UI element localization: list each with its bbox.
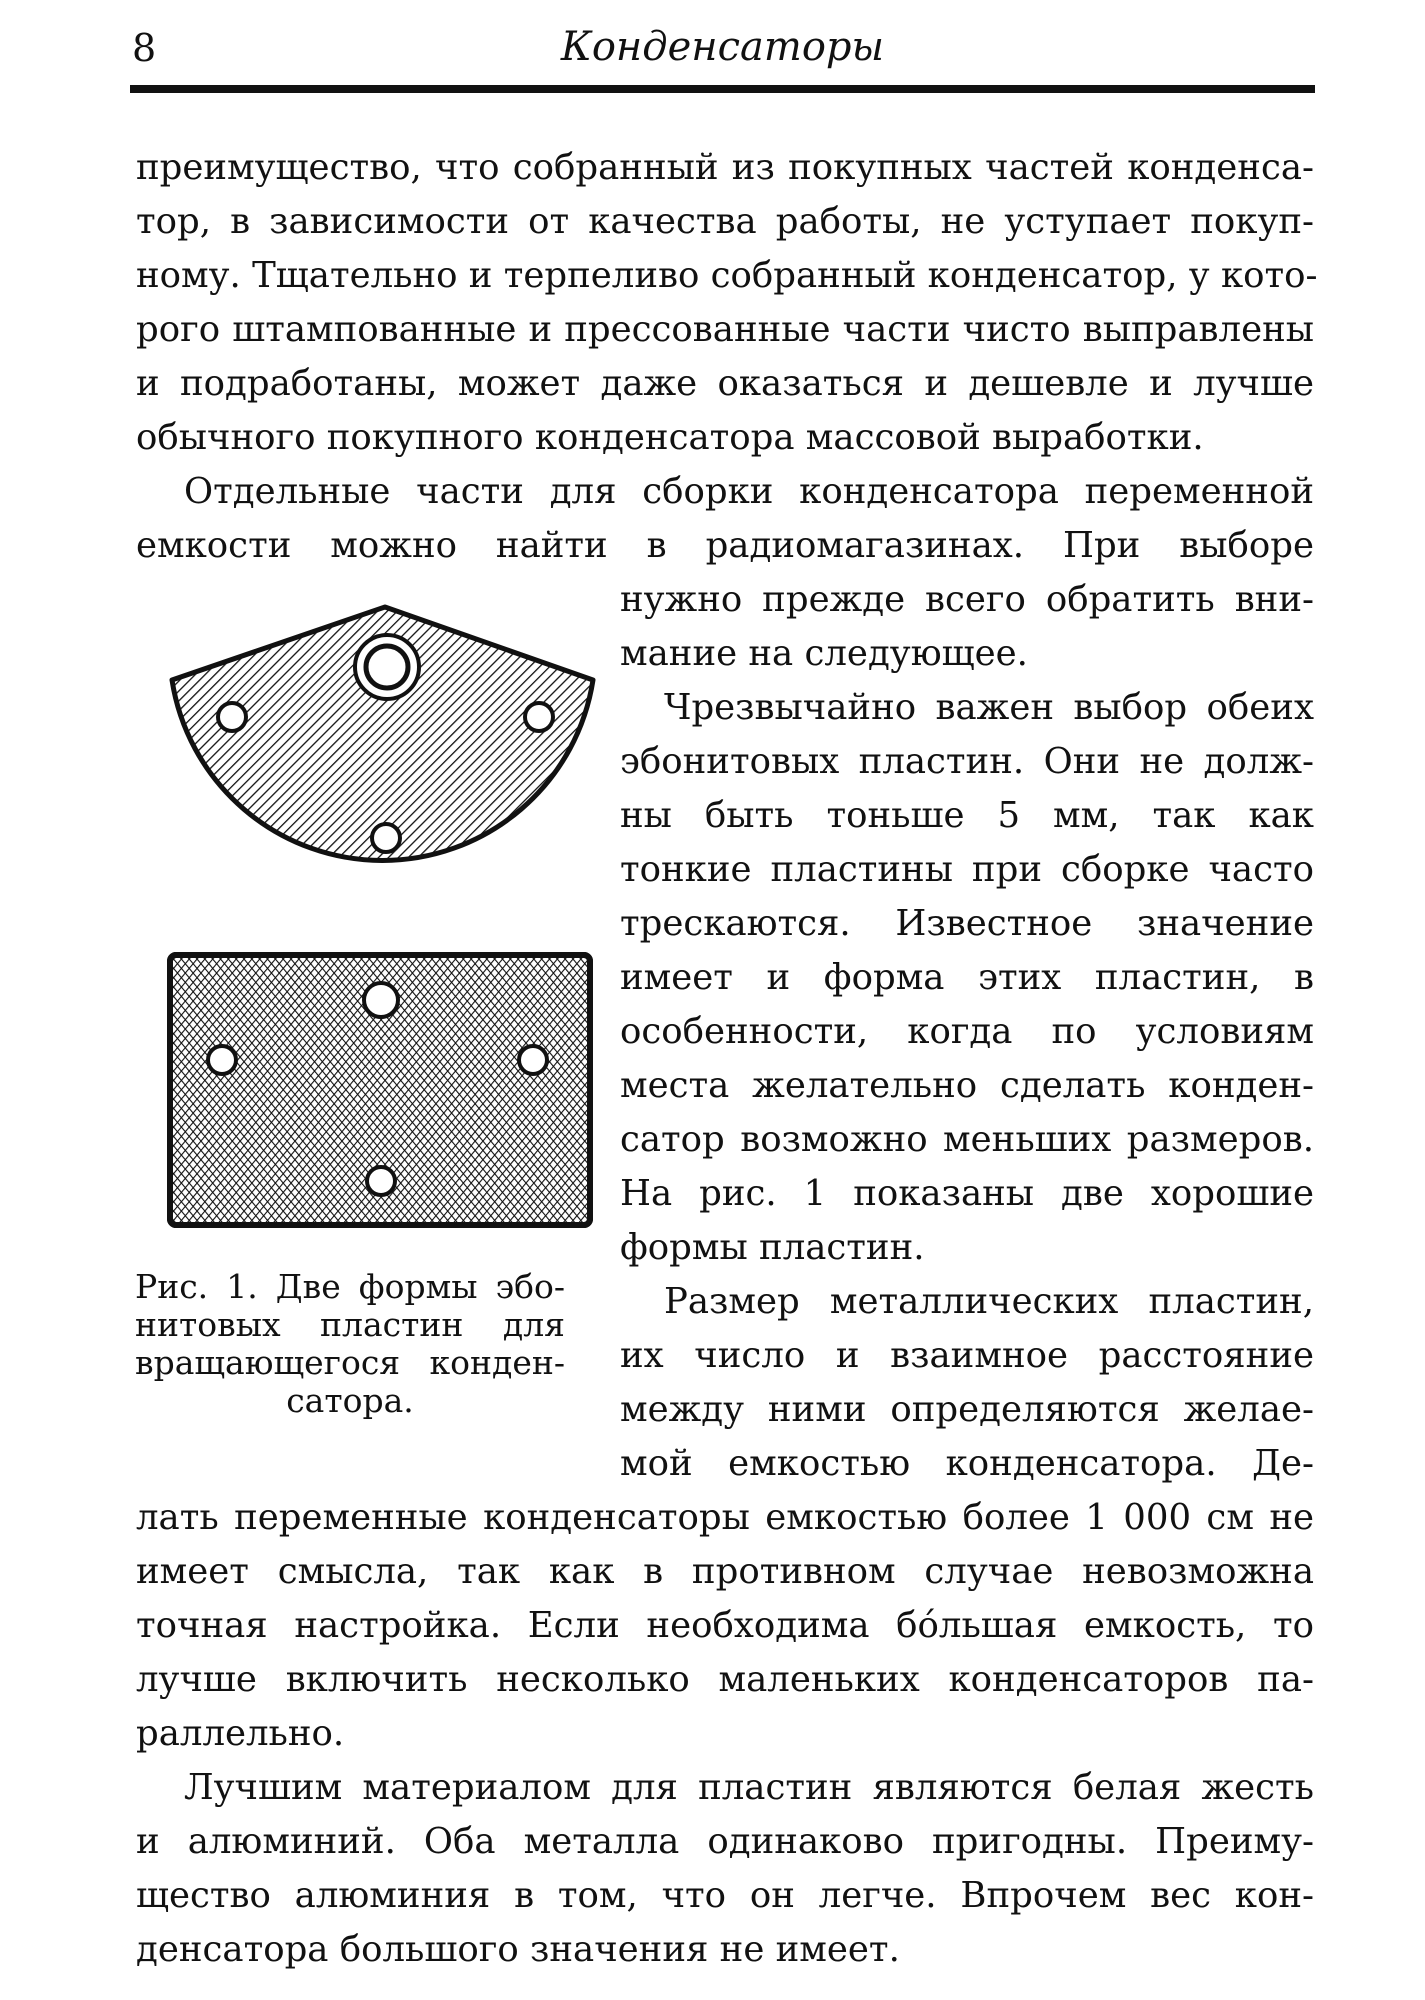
- text-line: тор, в зависимости от качества работы, не уступает покуп-: [136, 201, 1314, 242]
- text-line: преимущество, что собранный из покупных частей конденса-: [136, 147, 1314, 188]
- text-line: ны быть тоньше 5 мм, так как: [620, 795, 1314, 836]
- text-line: трескаются. Известное значение: [620, 903, 1314, 944]
- caption-line: нитовых пластин для: [135, 1305, 565, 1344]
- text-line: щество алюминия в том, что он легче. Впрочем вес кон-: [136, 1875, 1314, 1916]
- text-line: места желательно сделать конден-: [620, 1065, 1314, 1106]
- text-line: сатор возможно меньших размеров.: [620, 1119, 1314, 1160]
- caption-line: сатора.: [286, 1381, 414, 1420]
- text-line: имеет смысла, так как в противном случае невозможна: [136, 1551, 1314, 1592]
- center-hole-inner: [366, 646, 408, 688]
- mounting-hole: [525, 703, 553, 731]
- text-line: рого штампованные и прессованные части чисто выправлены: [136, 309, 1314, 350]
- mounting-hole: [218, 703, 246, 731]
- text-line: тонкие пластины при сборке часто: [620, 849, 1314, 890]
- sector-plate: [172, 607, 593, 860]
- text-line: мой емкостью конденсатора. Де-: [620, 1443, 1314, 1484]
- text-line: и алюминий. Оба металла одинаково пригодны. Преиму-: [136, 1821, 1314, 1862]
- mounting-hole: [372, 824, 400, 852]
- caption-line: Рис. 1. Две формы эбо-: [135, 1267, 565, 1306]
- mounting-hole: [208, 1046, 236, 1074]
- text-line: ному. Тщательно и терпеливо собранный конденсатор, у кото-: [136, 255, 1318, 296]
- text-line: лучше включить несколько маленьких конденсаторов па-: [136, 1659, 1314, 1700]
- text-line: емкости можно найти в радиомагазинах. При выборе: [136, 525, 1314, 566]
- text-line: и подработаны, может даже оказаться и дешевле и лучше: [136, 363, 1314, 404]
- caption-line: вращающегося конден-: [135, 1343, 565, 1382]
- text-line: мание на следующее.: [620, 633, 1028, 674]
- text-line: между ними определяются желае-: [620, 1389, 1314, 1430]
- text-line: имеет и форма этих пластин, в: [620, 957, 1314, 998]
- figure-ebonite-plates: [165, 595, 600, 1245]
- text-line: Чрезвычайно важен выбор обеих: [664, 687, 1314, 728]
- text-line: Размер металлических пластин,: [664, 1281, 1314, 1322]
- text-line: Отдельные части для сборки конденсатора переменной: [184, 471, 1314, 512]
- figure-caption: [135, 1268, 565, 1420]
- text-line: нужно прежде всего обратить вни-: [620, 579, 1314, 620]
- text-line: точная настройка. Если необходима бо́льшая емкость, то: [136, 1605, 1314, 1646]
- text-line: денсатора большого значения не имеет.: [136, 1929, 900, 1970]
- running-title: Конденсаторы: [560, 24, 885, 70]
- text-line: Лучшим материалом для пластин являются белая жесть: [184, 1767, 1314, 1808]
- mounting-hole: [519, 1046, 547, 1074]
- text-line: формы пластин.: [620, 1227, 925, 1268]
- mounting-hole: [367, 1167, 395, 1195]
- rectangular-plate: [170, 955, 590, 1225]
- mounting-hole: [364, 983, 398, 1017]
- text-line: их число и взаимное расстояние: [620, 1335, 1314, 1376]
- text-line: лать переменные конденсаторы емкостью более 1 000 см не: [136, 1497, 1314, 1538]
- text-line: На рис. 1 показаны две хорошие: [620, 1173, 1314, 1214]
- text-line: особенности, когда по условиям: [620, 1011, 1314, 1052]
- page-number: 8: [132, 26, 157, 70]
- text-line: эбонитовых пластин. Они не долж-: [620, 741, 1314, 782]
- text-line: раллельно.: [136, 1713, 345, 1754]
- text-line: обычного покупного конденсатора массовой выработки.: [136, 417, 1204, 458]
